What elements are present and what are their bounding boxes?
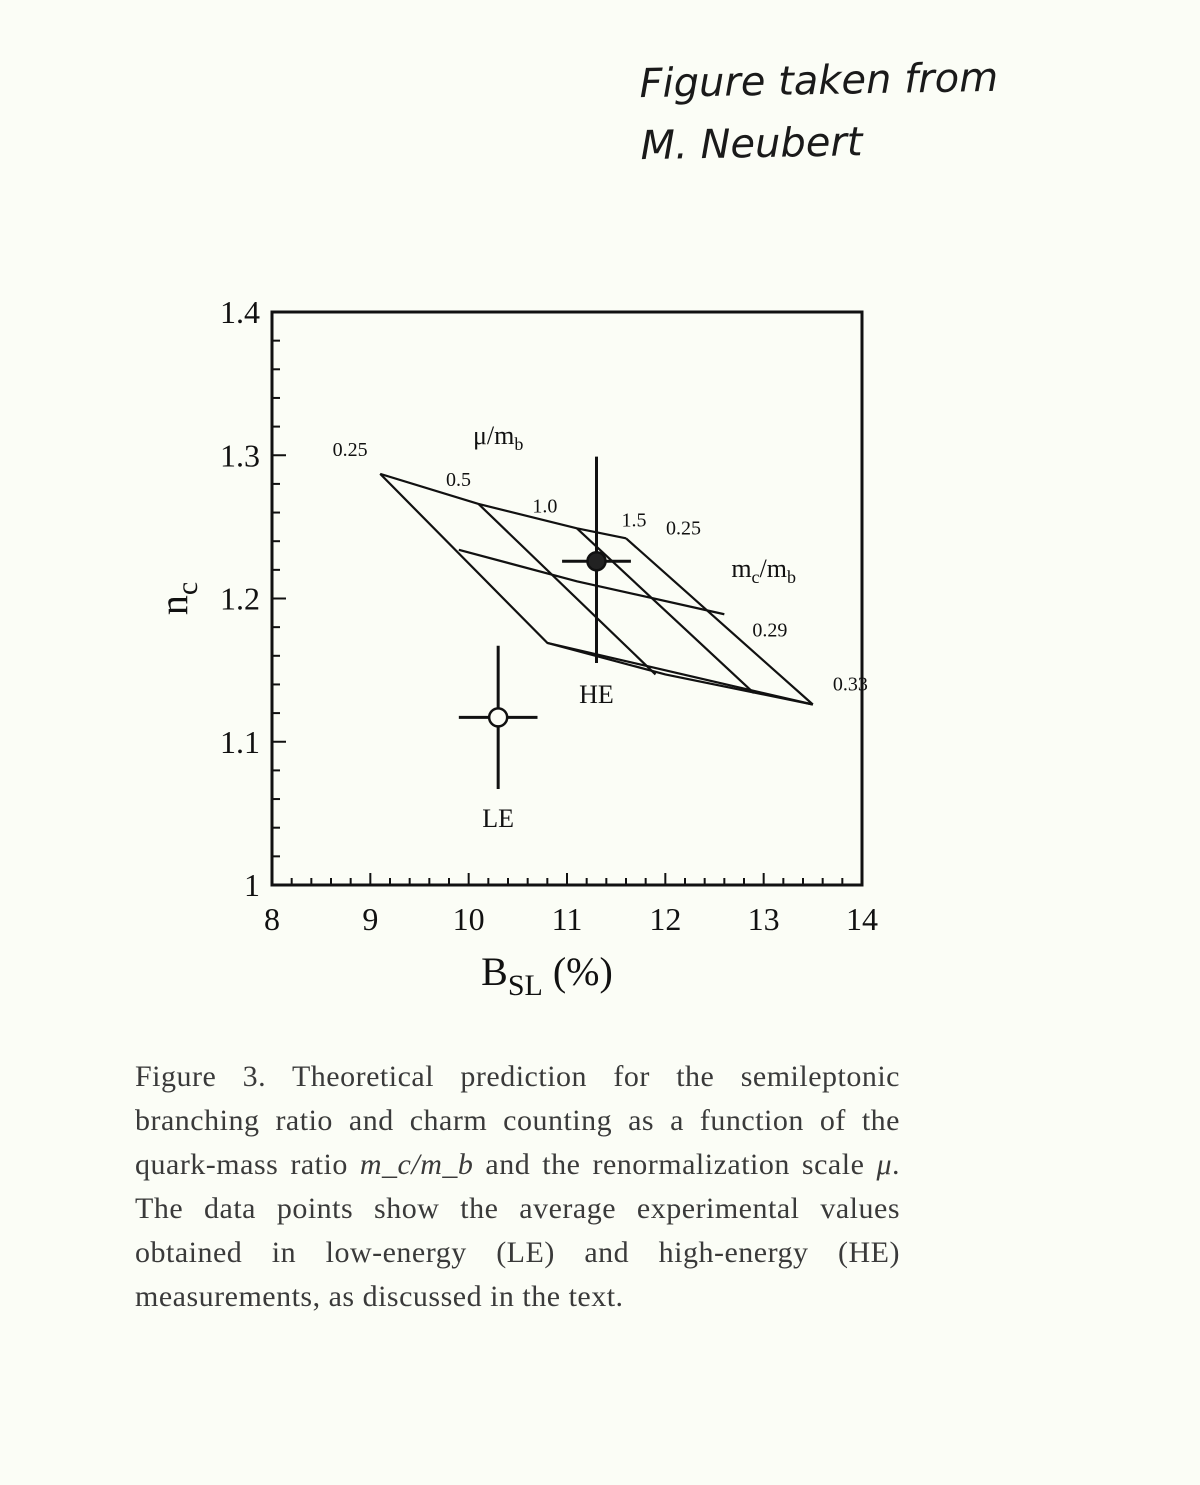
handwritten-note-line2: M. Neubert bbox=[640, 119, 863, 170]
figure-caption bbox=[135, 1055, 900, 1319]
x-tick-label: 11 bbox=[551, 901, 583, 937]
data-point-filled bbox=[588, 552, 606, 570]
y-tick-label: 1.2 bbox=[220, 580, 260, 617]
y-tick-label: 1.4 bbox=[220, 294, 260, 330]
handwritten-note-line1: Figure taken from bbox=[639, 54, 999, 108]
mu-curve-label: 1.5 bbox=[621, 509, 647, 532]
mu-curve-label: 0.5 bbox=[446, 468, 471, 491]
x-tick-label: 12 bbox=[649, 901, 682, 937]
mc-curve-label: 0.25 bbox=[666, 517, 701, 540]
mu-family-label: $\mu/m_b$ bbox=[472, 420, 524, 454]
plot-frame bbox=[272, 312, 862, 885]
caption-math-1: m_c/m_b bbox=[359, 1148, 474, 1181]
y-tick-label: 1.3 bbox=[220, 437, 260, 474]
mu-curve-label: 1.0 bbox=[532, 495, 558, 518]
y-tick-label: 1 bbox=[244, 867, 260, 903]
y-axis-label: $n_c$ bbox=[151, 581, 204, 616]
data-point-label: HE bbox=[579, 679, 614, 709]
mu-curve-label: 0.25 bbox=[332, 438, 368, 461]
x-tick-label: 13 bbox=[747, 901, 780, 937]
data-point-open bbox=[489, 708, 507, 726]
mu-curve bbox=[577, 528, 754, 693]
mc-curve-label: 0.29 bbox=[752, 619, 788, 642]
y-tick-label: 1.1 bbox=[220, 723, 260, 760]
caption-text-2: and the renormalization scale bbox=[485, 1148, 865, 1181]
mc-curve-label: 0.33 bbox=[832, 673, 868, 696]
data-point-label: LE bbox=[482, 804, 515, 834]
x-tick-label: 14 bbox=[846, 901, 878, 937]
caption-text-1: Theoretical prediction for the semileptonic branching ratio and charm counting as a function of the quark-mass ratio bbox=[135, 1060, 900, 1181]
x-tick-label: 10 bbox=[452, 901, 485, 937]
x-tick-label: 8 bbox=[264, 901, 280, 937]
x-tick-label: 9 bbox=[362, 901, 379, 937]
x-axis-label: $B_{SL}$ (%) bbox=[481, 949, 613, 1002]
caption-label: Figure 3. bbox=[135, 1060, 267, 1093]
mc-family-label: $m_c/m_b$ bbox=[731, 554, 797, 588]
caption-text-3: . The data points show the average experimental values obtained in low-energy (LE) and high-energy (HE) measurements, as discussed in the text. bbox=[135, 1148, 900, 1313]
caption-math-2: μ bbox=[876, 1148, 892, 1181]
